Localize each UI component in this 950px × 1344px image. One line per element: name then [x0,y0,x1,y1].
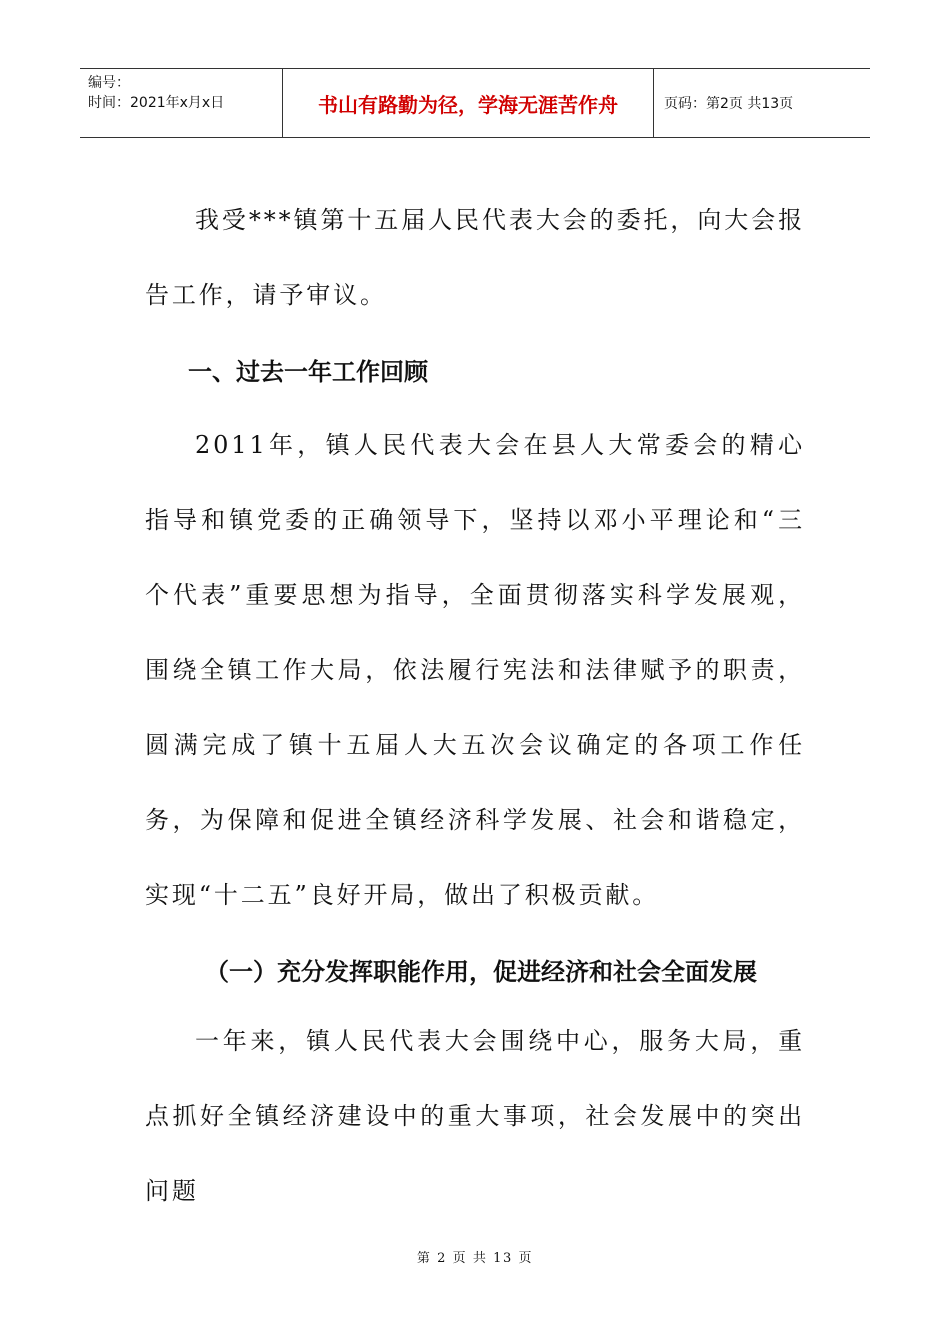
header-motto: 书山有路勤为径，学海无涯苦作舟 [282,69,654,137]
paragraph-text: 一年来，镇人民代表大会围绕中心，服务大局，重点抓好全镇经济建设中的重大事项，社会发展中的突出问题 [145,1027,805,1205]
section-heading-1: 一、过去一年工作回顾 [188,358,428,386]
section-heading-2: （一）充分发挥职能作用，促进经济和社会全面发展 [205,958,757,986]
paragraph-intro [145,183,805,333]
document-header [80,68,870,138]
header-page-info: 页码：第2页 共13页 [664,96,794,112]
paragraph-text: 我受***镇第十五届人民代表大会的委托，向大会报告工作，请予审议。 [145,206,805,309]
header-meta [80,69,282,137]
page-footer: 第 2 页 共 13 页 [416,1251,534,1266]
paragraph-text: 2011年，镇人民代表大会在县人大常委会的精心指导和镇党委的正确领导下，坚持以邓小平理论和“三个代表”重要思想为指导，全面贯彻落实科学发展观，围绕全镇工作大局，依法履行宪法和法律赋予的职责，圆满完成了镇十五届人大五次会议确定的各项工作任务，为保障和促进全镇经济科学发展、社会和谐稳定，实现“十二五”良好开局，做出了积极贡献。 [145,431,805,909]
time-label: 时间：2021年x月x日 [88,95,225,111]
paragraph-continued [145,1004,805,1229]
paragraph-review [145,408,805,933]
number-label: 编号： [88,75,130,91]
